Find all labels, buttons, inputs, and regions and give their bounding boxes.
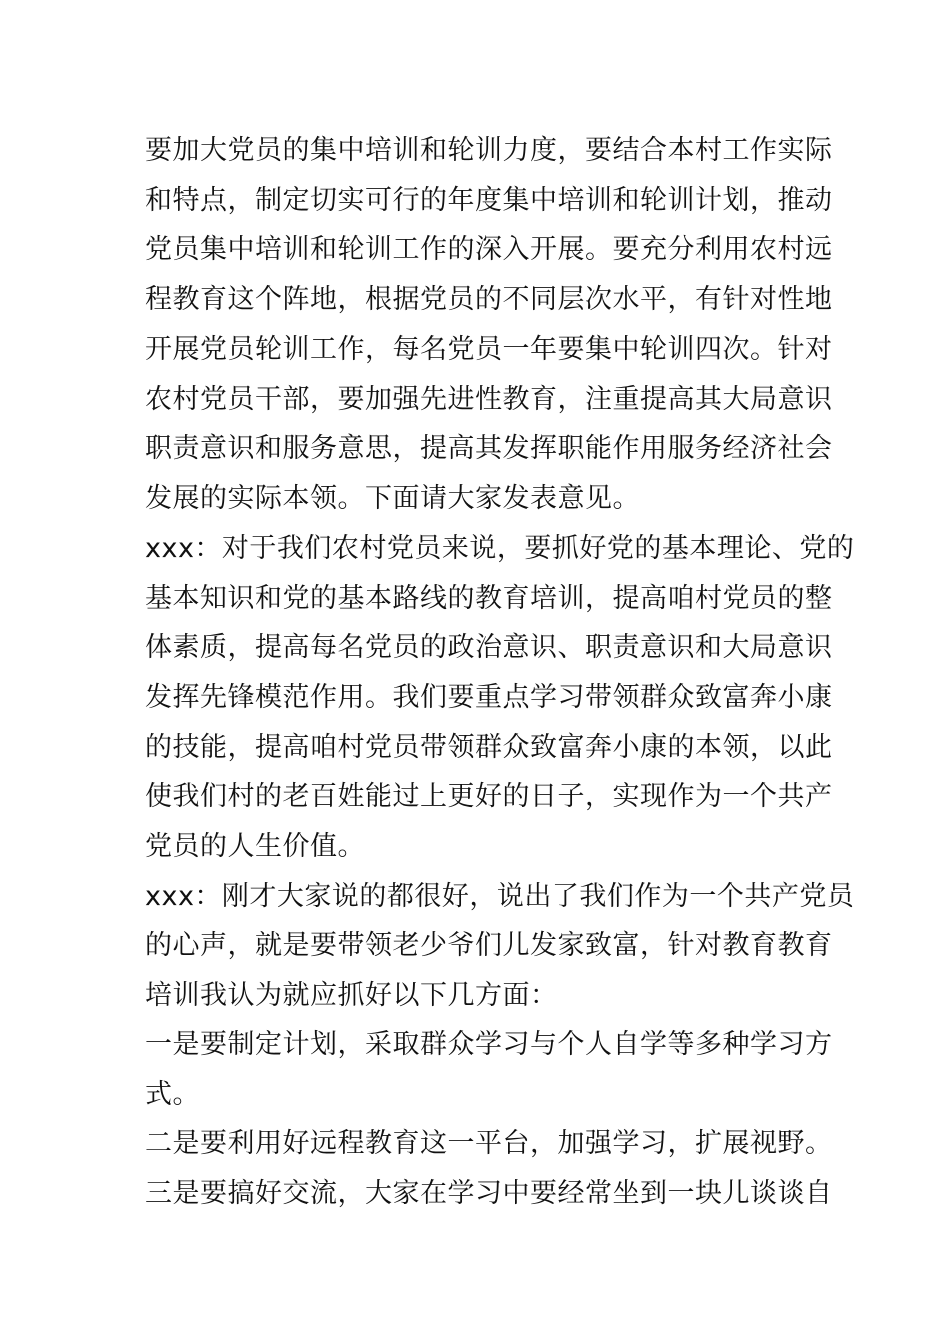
text-line: 体素质，提高每名党员的政治意识、职责意识和大局意识 bbox=[145, 632, 833, 663]
text-line: 式。 bbox=[145, 1079, 200, 1110]
text-line: 发挥先锋模范作用。我们要重点学习带领群众致富奔小康 bbox=[145, 682, 833, 713]
text-line: 职责意识和服务意思，提高其发挥职能作用服务经济社会 bbox=[145, 433, 833, 464]
text-line: 使我们村的老百姓能过上更好的日子，实现作为一个共产 bbox=[145, 781, 833, 812]
text-line: 党员集中培训和轮训工作的深入开展。要充分利用农村远 bbox=[145, 234, 833, 265]
text-line: 开展党员轮训工作，每名党员一年要集中轮训四次。针对 bbox=[145, 334, 833, 365]
text-line: 的技能，提高咱村党员带领群众致富奔小康的本领，以此 bbox=[145, 732, 833, 763]
text-line: 程教育这个阵地，根据党员的不同层次水平，有针对性地 bbox=[145, 284, 833, 315]
text-line: 培训我认为就应抓好以下几方面： bbox=[145, 980, 558, 1011]
text-line: 三是要搞好交流，大家在学习中要经常坐到一块儿谈谈自 bbox=[145, 1178, 833, 1209]
text-line: xxx：刚才大家说的都很好，说出了我们作为一个共产党员 bbox=[145, 881, 855, 912]
text-line: 一是要制定计划，采取群众学习与个人自学等多种学习方 bbox=[145, 1029, 833, 1060]
text-line: 和特点，制定切实可行的年度集中培训和轮训计划，推动 bbox=[145, 185, 833, 216]
text-line: xxx：对于我们农村党员来说，要抓好党的基本理论、党的 bbox=[145, 533, 855, 564]
text-line: 发展的实际本领。下面请大家发表意见。 bbox=[145, 483, 640, 514]
text-line: 的心声，就是要带领老少爷们儿发家致富，针对教育教育 bbox=[145, 930, 833, 961]
text-line: 党员的人生价值。 bbox=[145, 831, 365, 862]
text-line: 要加大党员的集中培训和轮训力度，要结合本村工作实际 bbox=[145, 135, 833, 166]
text-line: 农村党员干部，要加强先进性教育，注重提高其大局意识 bbox=[145, 384, 833, 415]
text-line: 基本知识和党的基本路线的教育培训，提高咱村党员的整 bbox=[145, 583, 833, 614]
text-line: 二是要利用好远程教育这一平台，加强学习，扩展视野。 bbox=[145, 1128, 833, 1159]
